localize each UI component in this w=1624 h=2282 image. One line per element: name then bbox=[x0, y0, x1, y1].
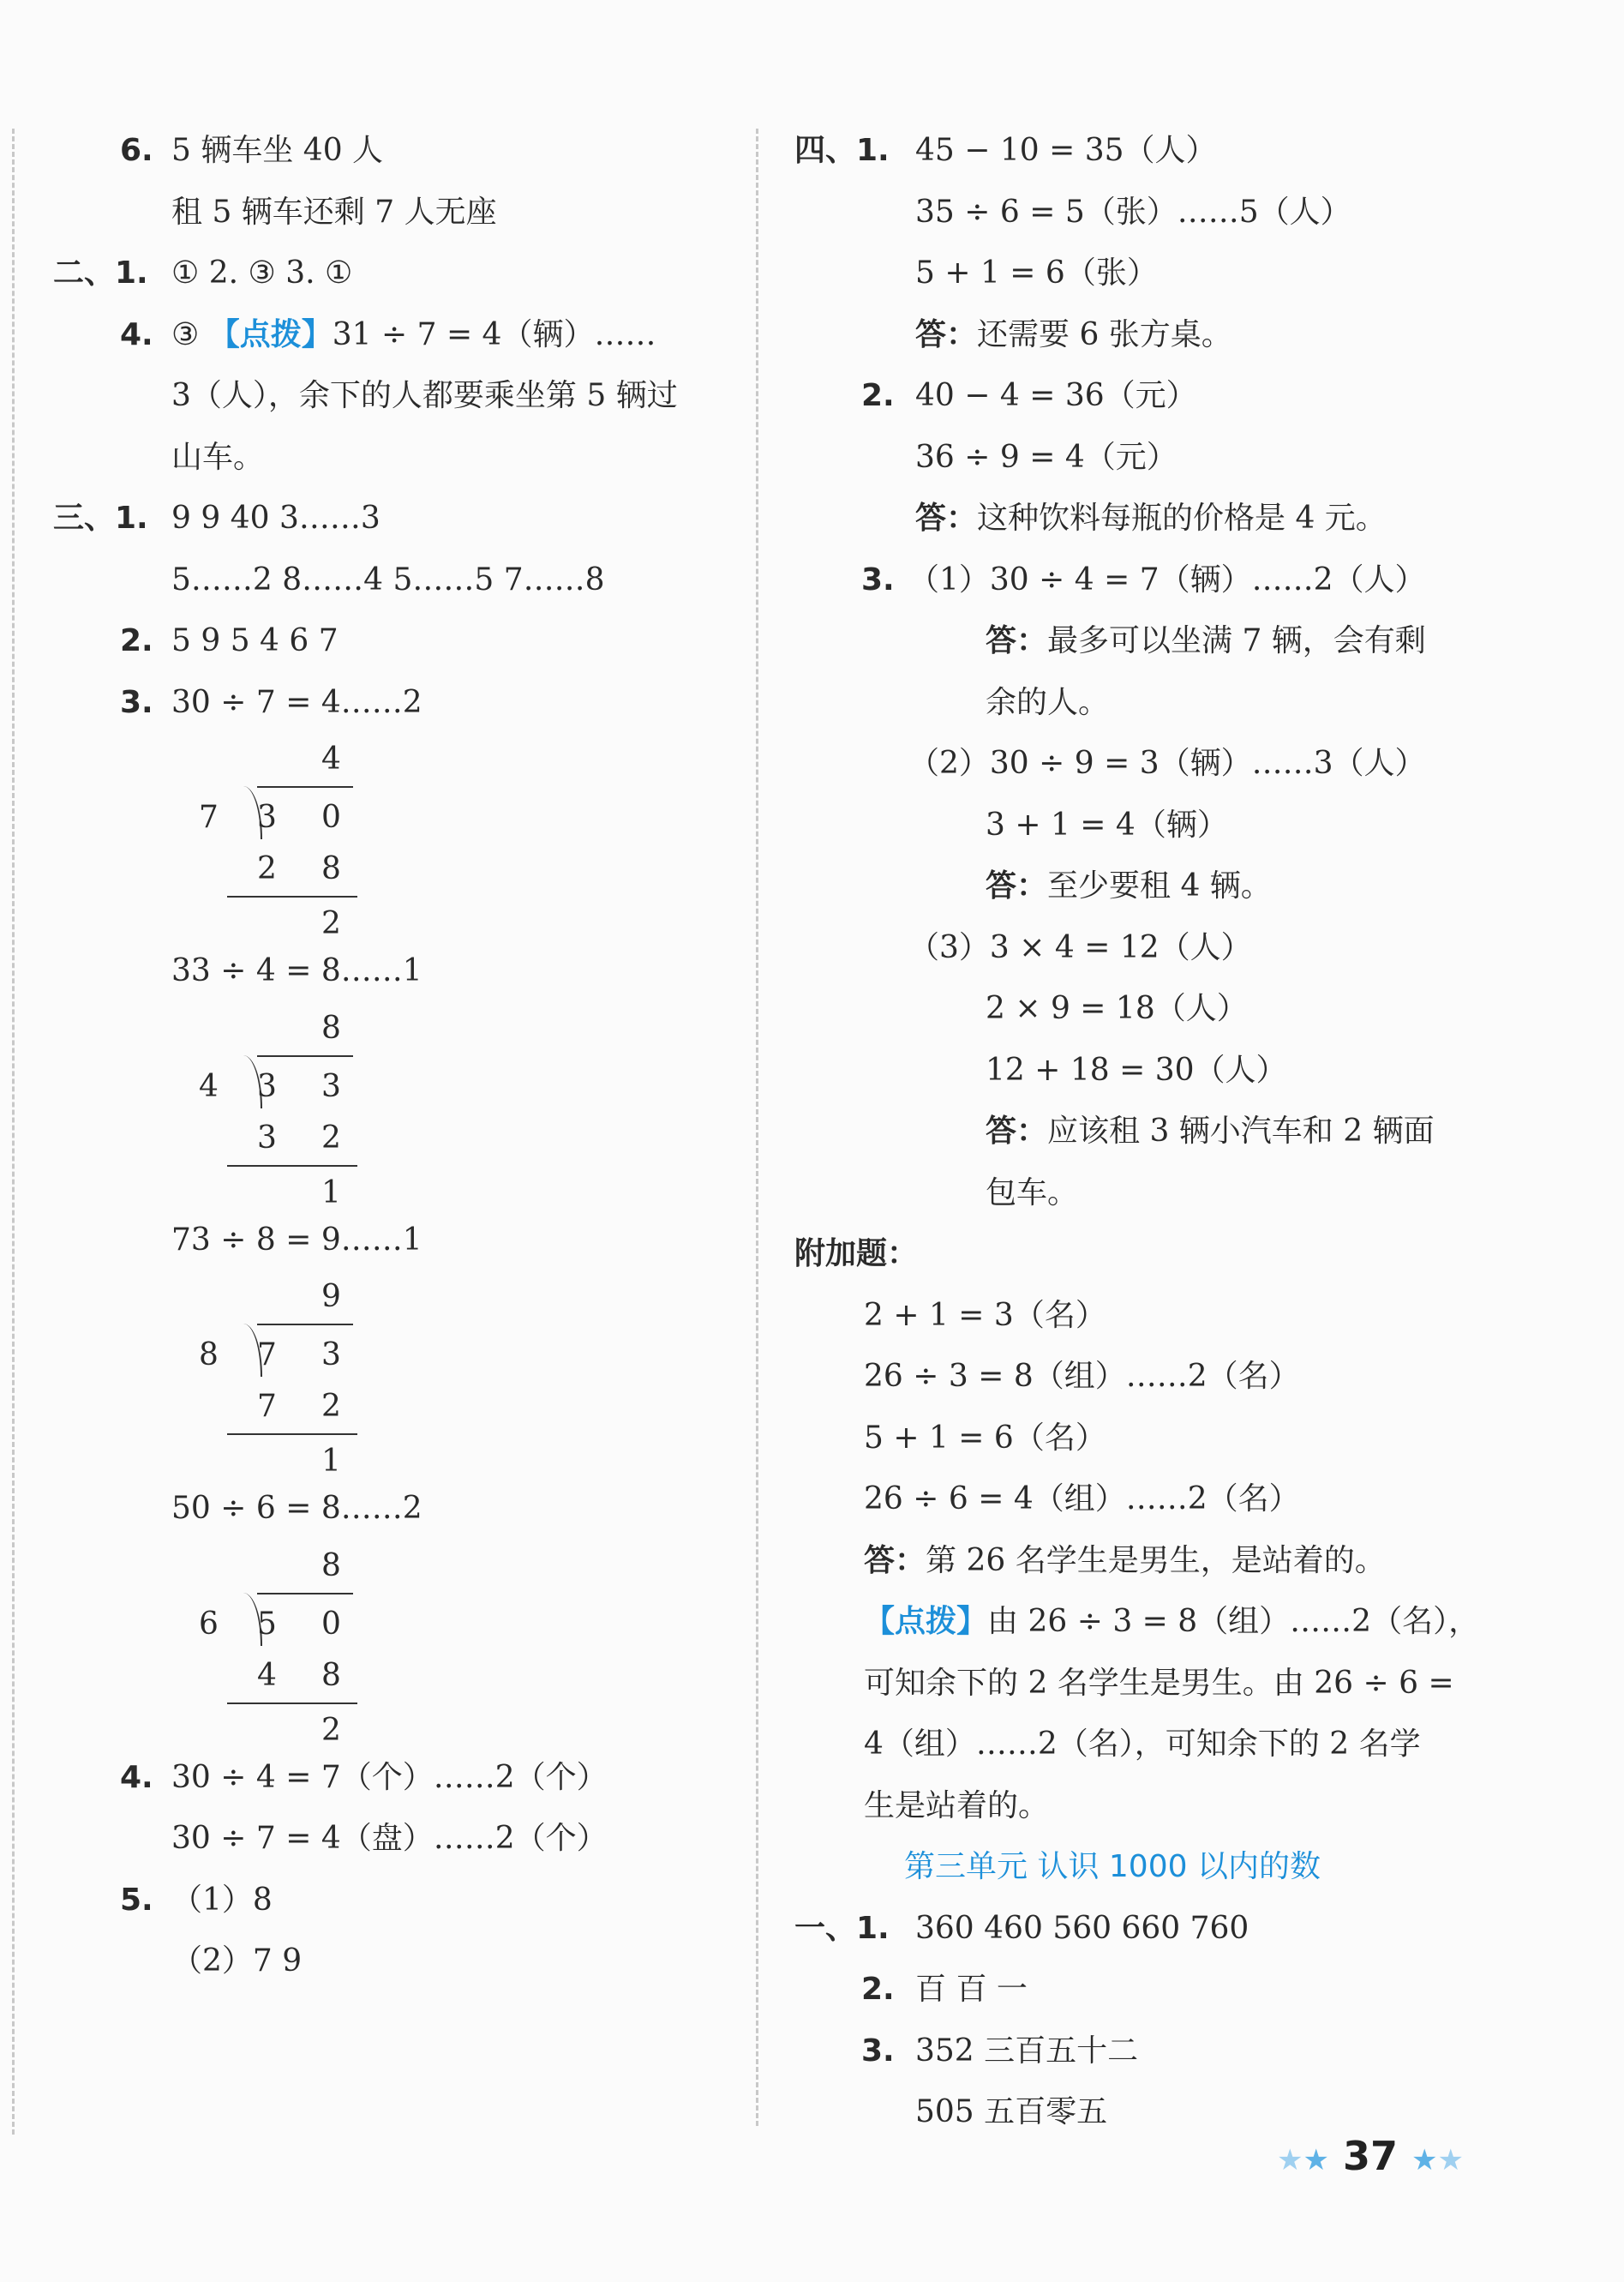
answer-line: 答：最多可以坐满 7 辆，会有剩 bbox=[986, 623, 1426, 658]
long-division: 9 8 7 3 7 2 1 bbox=[51, 1270, 728, 1459]
answer-line: 包车。 bbox=[986, 1174, 1079, 1210]
section-heading: 三、1. bbox=[53, 501, 148, 536]
answer-line: 6. 5 辆车坐 40 人 bbox=[51, 120, 728, 182]
answer-line: 26 ÷ 3 = 8（组）……2（名） bbox=[864, 1359, 1300, 1394]
answer-line: 答：这种饮料每瓶的价格是 4 元。 bbox=[915, 501, 1387, 536]
item-number: 3. bbox=[861, 2033, 895, 2069]
section-heading: 二、1. bbox=[53, 255, 148, 291]
star-icon: ★ bbox=[1437, 2143, 1464, 2177]
answer-line: 50 ÷ 6 = 8……2 bbox=[171, 1491, 422, 1526]
star-icon: ★ bbox=[1303, 2143, 1329, 2177]
extra-heading: 附加题： bbox=[794, 1236, 919, 1271]
section-heading: 一、1. bbox=[794, 1910, 890, 1946]
answer-line: 生是站着的。 bbox=[864, 1787, 1050, 1823]
answer-line: 3. 352 三百五十二 bbox=[793, 2021, 1564, 2082]
answer-label: 答： bbox=[864, 1542, 926, 1578]
item-number: 3. bbox=[120, 684, 153, 720]
star-icon: ★ bbox=[1277, 2143, 1303, 2177]
answer-line: 答：第 26 名学生是男生，是站着的。 bbox=[864, 1542, 1386, 1578]
answer-line: 505 五百零五 bbox=[915, 2094, 1108, 2129]
answer-line: 租 5 辆车还剩 7 人无座 bbox=[171, 194, 497, 230]
hint-tag: 【点拨】 bbox=[208, 316, 333, 352]
answer-line: （2）30 ÷ 9 = 3（辆）……3（人） bbox=[908, 746, 1426, 781]
section-heading: 四、1. bbox=[794, 133, 890, 168]
answer-line: 5……2 8……4 5……5 7……8 bbox=[171, 561, 605, 598]
answer-line: 2. 5 9 5 4 6 7 bbox=[51, 610, 728, 672]
answer-line: 2 + 1 = 3（名） bbox=[864, 1297, 1106, 1333]
answer-line: 5 + 1 = 6（张） bbox=[915, 255, 1158, 291]
answer-line: 4（组）……2（名），可知余下的 2 名学 bbox=[864, 1727, 1421, 1762]
section-line: 一、1. 360 460 560 660 760 bbox=[793, 1898, 1564, 1960]
answer-line: 答：还需要 6 张方桌。 bbox=[915, 316, 1232, 352]
answer-line: 5. （1）8 bbox=[51, 1870, 728, 1931]
answer-line: 30 ÷ 7 = 4（盘）……2（个） bbox=[171, 1821, 608, 1856]
left-margin-dash bbox=[12, 129, 15, 2135]
answer-line: 5 + 1 = 6（名） bbox=[864, 1420, 1106, 1456]
column-divider bbox=[756, 129, 758, 2126]
item-number: 6. bbox=[120, 133, 153, 168]
section-line bbox=[793, 1223, 1564, 1285]
answer-line: 3（人），余下的人都要乘坐第 5 辆过 bbox=[171, 378, 678, 413]
item-number: 4. bbox=[120, 316, 153, 352]
section-line: 四、1. 45 − 10 = 35（人） bbox=[793, 120, 1564, 182]
unit-title: 第三单元 认识 1000 以内的数 bbox=[904, 1849, 1321, 1884]
section-line: 三、1. 9 9 40 3……3 bbox=[51, 488, 728, 549]
item-number: 2. bbox=[861, 1972, 895, 2007]
answer-label: 答： bbox=[986, 868, 1048, 904]
left-column bbox=[51, 120, 728, 1992]
answer-line: 3. （1）30 ÷ 4 = 7（辆）……2（人） bbox=[793, 549, 1564, 611]
answer-label: 答： bbox=[915, 316, 978, 352]
star-icon: ★ bbox=[1411, 2143, 1438, 2177]
item-number: 5. bbox=[120, 1882, 153, 1918]
section-line: 二、1. ① 2. ③ 3. ① bbox=[51, 243, 728, 304]
answer-line: 33 ÷ 4 = 8……1 bbox=[171, 953, 422, 988]
answer-line: 【点拨】由 26 ÷ 3 = 8（组）……2（名）， bbox=[864, 1604, 1480, 1639]
long-division: 8 6 5 0 4 8 2 bbox=[51, 1540, 728, 1728]
item-number: 2. bbox=[120, 623, 153, 658]
right-column bbox=[793, 120, 1564, 2143]
answer-label: 答： bbox=[986, 1114, 1048, 1149]
answer-line: 12 + 18 = 30（人） bbox=[986, 1052, 1287, 1088]
answer-line: 答：至少要租 4 辆。 bbox=[986, 868, 1272, 904]
answer-line: 36 ÷ 9 = 4（元） bbox=[915, 439, 1178, 475]
answer-line: 3 + 1 = 4（辆） bbox=[986, 807, 1228, 843]
answer-line: （3）3 × 4 = 12（人） bbox=[908, 929, 1252, 965]
answer-label: 答： bbox=[915, 501, 978, 536]
answer-line: 26 ÷ 6 = 4（组）……2（名） bbox=[864, 1481, 1300, 1516]
answer-line: 2 × 9 = 18（人） bbox=[986, 991, 1248, 1026]
answer-line: 2. 百 百 一 bbox=[793, 1959, 1564, 2021]
item-number: 4. bbox=[120, 1759, 153, 1795]
answer-line: 73 ÷ 8 = 9……1 bbox=[171, 1222, 422, 1258]
long-division: 8 4 3 3 3 2 1 bbox=[51, 1002, 728, 1191]
page-number: ★★ 37 ★★ bbox=[1277, 2133, 1464, 2179]
answer-line: 35 ÷ 6 = 5（张）……5（人） bbox=[915, 194, 1351, 230]
answer-line: 2. 40 − 4 = 36（元） bbox=[793, 365, 1564, 427]
item-number: 3. bbox=[861, 561, 895, 598]
long-division: 4 7 3 0 2 8 2 bbox=[51, 733, 728, 922]
answer-line: 4. 30 ÷ 4 = 7（个）……2（个） bbox=[51, 1747, 728, 1809]
answer-line: 答：应该租 3 辆小汽车和 2 辆面 bbox=[986, 1114, 1435, 1149]
answer-line: 3. 30 ÷ 7 = 4……2 bbox=[51, 672, 728, 734]
item-number: 2. bbox=[861, 378, 895, 413]
answer-line: 可知余下的 2 名学生是男生。由 26 ÷ 6 = bbox=[864, 1665, 1454, 1701]
hint-tag: 【点拨】 bbox=[864, 1604, 988, 1639]
answer-line: 余的人。 bbox=[986, 684, 1110, 720]
answer-line: （2）7 9 bbox=[171, 1943, 303, 1979]
answer-line: 山车。 bbox=[171, 439, 265, 475]
answer-label: 答： bbox=[986, 623, 1048, 658]
answer-line: 4. ③ 【点拨】31 ÷ 7 = 4（辆）…… bbox=[51, 304, 728, 366]
